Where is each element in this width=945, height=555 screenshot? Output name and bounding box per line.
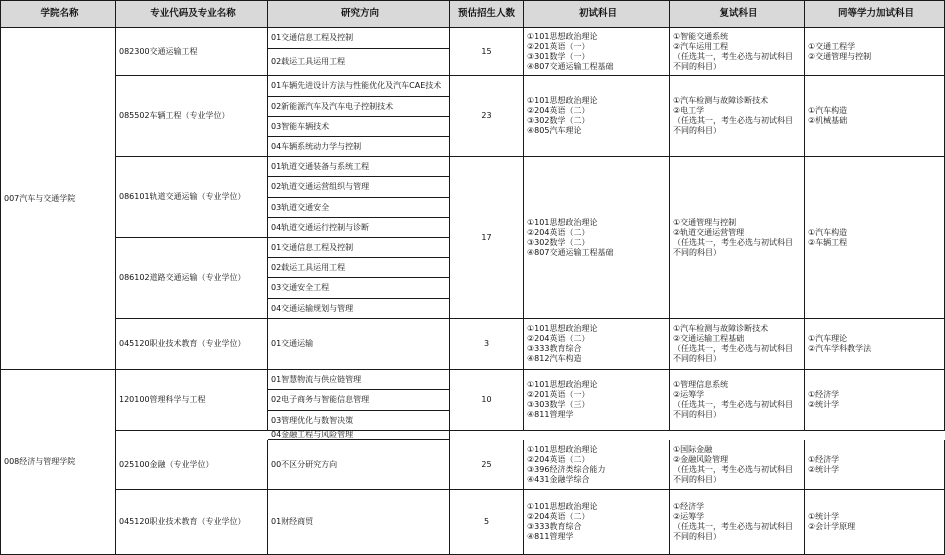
exam-subjects-cell: ①101思想政治理论 ②204英语（二） ③302数学（二） ④807交通运输工程基础 <box>524 157 670 319</box>
retest-subjects-cell: ①交通管理与控制 ②轨道交通运营管理 （任选其一，考生必选与初试科目 不同的科目） <box>670 157 805 319</box>
equivalent-subjects-cell: ①汽车构造 ②机械基础 <box>805 76 945 157</box>
direction-cell: 02轨道交通运营组织与管理 <box>268 177 450 198</box>
header-cell: 学院名称 <box>0 0 116 28</box>
exam-subjects-cell: ①101思想政治理论 ②201英语（一） ③301数学（一） ④807交通运输工程基础 <box>524 28 670 76</box>
enrollment-count-cell: 15 <box>450 28 524 76</box>
direction-cell: 03轨道交通安全 <box>268 198 450 218</box>
header-cell: 预估招生人数 <box>450 0 524 28</box>
direction-cell: 01轨道交通装备与系统工程 <box>268 157 450 177</box>
header-cell: 专业代码及专业名称 <box>116 0 268 28</box>
retest-subjects-cell: ①经济学 ②运筹学 （任选其一，考生必选与初试科目 不同的科目） <box>670 490 805 555</box>
enrollment-count-cell: 10 <box>450 370 524 431</box>
major-cell: 082300交通运输工程 <box>116 28 268 76</box>
exam-subjects-cell: ①101思想政治理论 ②204英语（二） ③396经济类综合能力 ④431金融学综合 <box>524 440 670 490</box>
college-cell: 008经济与管理学院 <box>0 370 116 555</box>
college-cell: 007汽车与交通学院 <box>0 28 116 370</box>
major-cell: 025100金融（专业学位） <box>116 440 268 490</box>
direction-cell: 02电子商务与智能信息管理 <box>268 390 450 411</box>
direction-cell: 03管理优化与数智决策 <box>268 411 450 431</box>
retest-subjects-cell: ①汽车检测与故障诊断技术 ②电工学 （任选其一，考生必选与初试科目 不同的科目） <box>670 76 805 157</box>
direction-cell: 03智能车辆技术 <box>268 117 450 137</box>
header-cell: 复试科目 <box>670 0 805 28</box>
major-cell: 045120职业技术教育（专业学位） <box>116 319 268 370</box>
direction-cell: 01智慧物流与供应链管理 <box>268 370 450 390</box>
direction-cell: 01交通运输 <box>268 319 450 370</box>
major-cell: 086101轨道交通运输（专业学位） <box>116 157 268 238</box>
exam-subjects-cell: ①101思想政治理论 ②204英语（二） ③302数学（二） ④805汽车理论 <box>524 76 670 157</box>
equivalent-subjects-cell: ①汽车构造 ②车辆工程 <box>805 157 945 319</box>
exam-subjects-cell: ①101思想政治理论 ②204英语（二） ③333教育综合 ④811管理学 <box>524 490 670 555</box>
equivalent-subjects-cell: ①汽车理论 ②汽车学科教学法 <box>805 319 945 370</box>
retest-subjects-cell: ①国际金融 ②金融风险管理 （任选其一，考生必选与初试科目 不同的科目） <box>670 440 805 490</box>
major-cell: 085502车辆工程（专业学位） <box>116 76 268 157</box>
enrollment-count-cell: 23 <box>450 76 524 157</box>
retest-subjects-cell: ①智能交通系统 ②汽车运用工程 （任选其一，考生必选与初试科目 不同的科目） <box>670 28 805 76</box>
direction-cell: 00不区分研究方向 <box>268 440 450 490</box>
exam-subjects-cell: ①101思想政治理论 ②201英语（一） ③303数学（三） ④811管理学 <box>524 370 670 431</box>
header-cell: 初试科目 <box>524 0 670 28</box>
direction-cell: 04轨道交通运行控制与诊断 <box>268 218 450 238</box>
major-cell: 086102道路交通运输（专业学位） <box>116 238 268 319</box>
enrollment-count-cell: 17 <box>450 157 524 319</box>
direction-cell: 02载运工具运用工程 <box>268 49 450 76</box>
equivalent-subjects-cell: ①统计学 ②会计学原理 <box>805 490 945 555</box>
retest-subjects-cell: ①管理信息系统 ②运筹学 （任选其一，考生必选与初试科目 不同的科目） <box>670 370 805 431</box>
retest-subjects-cell: ①汽车检测与故障诊断技术 ②交通运输工程基础 （任选其一，考生必选与初试科目 不同的科目） <box>670 319 805 370</box>
major-cell: 045120职业技术教育（专业学位） <box>116 490 268 555</box>
equivalent-subjects-cell: ①经济学 ②统计学 <box>805 440 945 490</box>
header-cell: 同等学力加试科目 <box>805 0 945 28</box>
enrollment-count-cell: 3 <box>450 319 524 370</box>
direction-cell: 04交通运输规划与管理 <box>268 299 450 319</box>
direction-cell: 01交通信息工程及控制 <box>268 238 450 258</box>
header-cell: 研究方向 <box>268 0 450 28</box>
enrollment-count-cell: 5 <box>450 490 524 555</box>
equivalent-subjects-cell: ①交通工程学 ②交通管理与控制 <box>805 28 945 76</box>
exam-subjects-cell: ①101思想政治理论 ②204英语（二） ③333教育综合 ④812汽车构造 <box>524 319 670 370</box>
direction-cell: 04车辆系统动力学与控制 <box>268 137 450 157</box>
direction-cell: 01车辆先进设计方法与性能优化及汽车CAE技术 <box>268 76 450 97</box>
enrollment-count-cell: 25 <box>450 440 524 490</box>
major-cell: 120100管理科学与工程 <box>116 370 268 431</box>
direction-cell: 02载运工具运用工程 <box>268 258 450 278</box>
direction-cell: 01交通信息工程及控制 <box>268 28 450 49</box>
direction-cell: 04金融工程与风险管理 <box>268 431 450 440</box>
direction-cell: 01财经商贸 <box>268 490 450 555</box>
direction-cell: 02新能源汽车及汽车电子控制技术 <box>268 97 450 117</box>
equivalent-subjects-cell: ①经济学 ②统计学 <box>805 370 945 431</box>
direction-cell: 03交通安全工程 <box>268 278 450 299</box>
